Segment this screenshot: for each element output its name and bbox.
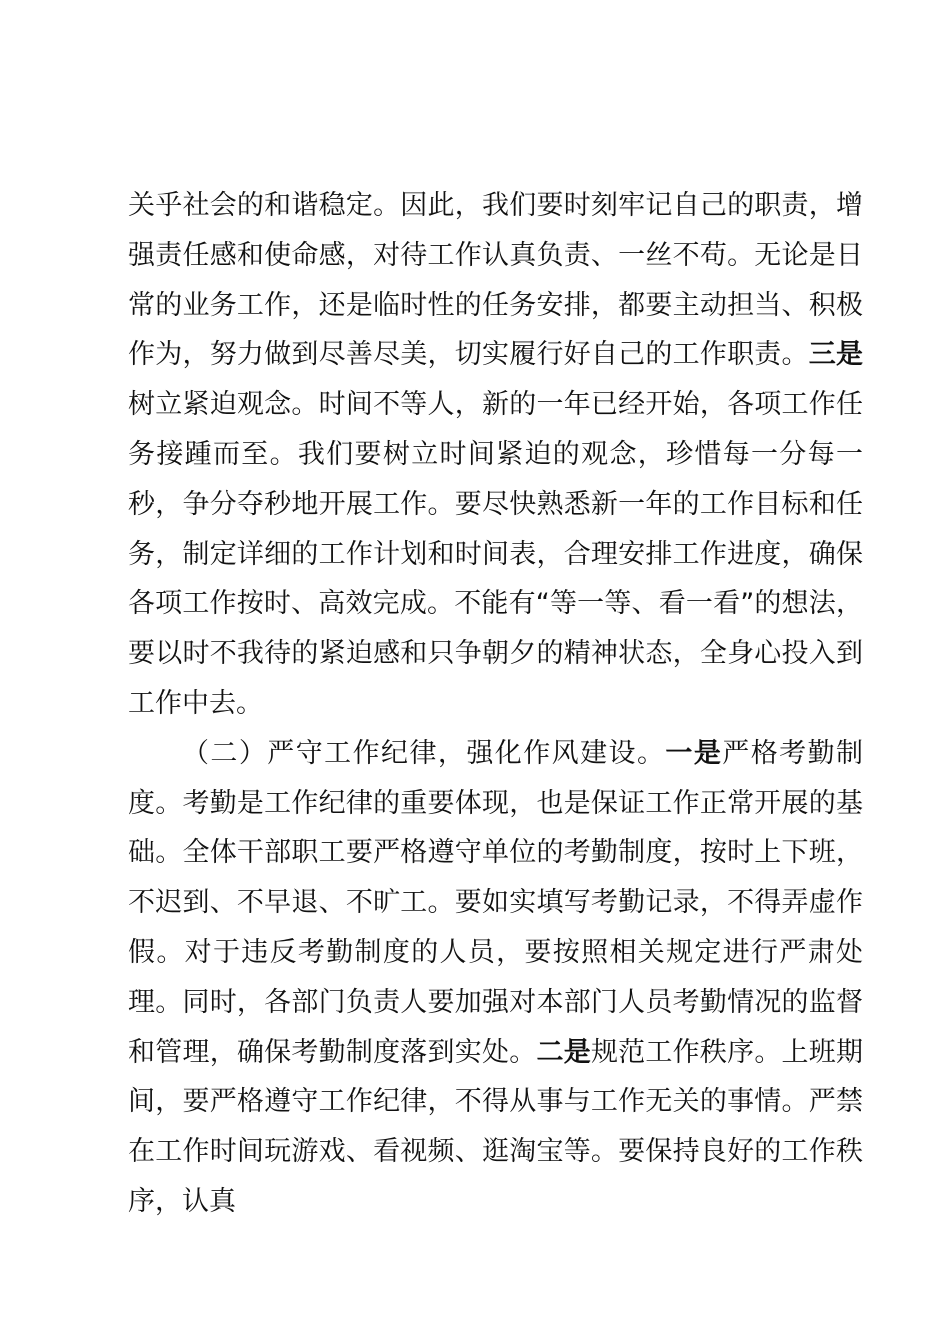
section-heading: （二）严守工作纪律，强化作风建设。 bbox=[182, 737, 666, 769]
paragraph-1 bbox=[128, 181, 863, 729]
text-run: 严格考勤制度。考勤是工作纪律的重要体现，也是保证工作正常开展的基础。全体干部职工要严格遵守单位的考勤制度，按时上下班，不迟到、不早退、不旷工。要如实填写考勤记录，不得弄虚作假。对于违反考勤制度的人员，要按照相关规定进行严肃处理。同时，各部门负责人要加强对本部门人员考勤情况的监督和管理，确保考勤制度落到实处。 bbox=[128, 737, 864, 1068]
text-run: 树立紧迫观念。时间不等人，新的一年已经开始，各项工作任务接踵而至。我们要树立时间紧迫的观念，珍惜每一分每一秒，争分夺秒地开展工作。要尽快熟悉新一年的工作目标和任务，制定详细的工作计划和时间表，合理安排工作进度，确保各项工作按时、高效完成。不能有“等一等、看一看”的想法，要以时不我待的紧迫感和只争朝夕的精神状态，全身心投入到工作中去。 bbox=[128, 389, 863, 719]
paragraph-2 bbox=[128, 729, 863, 1227]
body-text bbox=[128, 181, 863, 1227]
bold-marker-yi-shi: 一是 bbox=[665, 737, 723, 769]
bold-marker-er-shi: 二是 bbox=[536, 1036, 591, 1068]
text-run: 规范工作秩序。上班期间，要严格遵守工作纪律，不得从事与工作无关的事情。严禁在工作时间玩游戏、看视频、逛淘宝等。要保持良好的工作秩序，认真 bbox=[128, 1036, 864, 1217]
bold-marker-san-shi: 三是 bbox=[808, 339, 864, 371]
text-run: 关乎社会的和谐稳定。因此，我们要时刻牢记自己的职责，增强责任感和使命感，对待工作认真负责、一丝不苟。无论是日常的业务工作，还是临时性的任务安排，都要主动担当、积极作为，努力做到尽善尽美，切实履行好自己的工作职责。 bbox=[128, 190, 863, 371]
